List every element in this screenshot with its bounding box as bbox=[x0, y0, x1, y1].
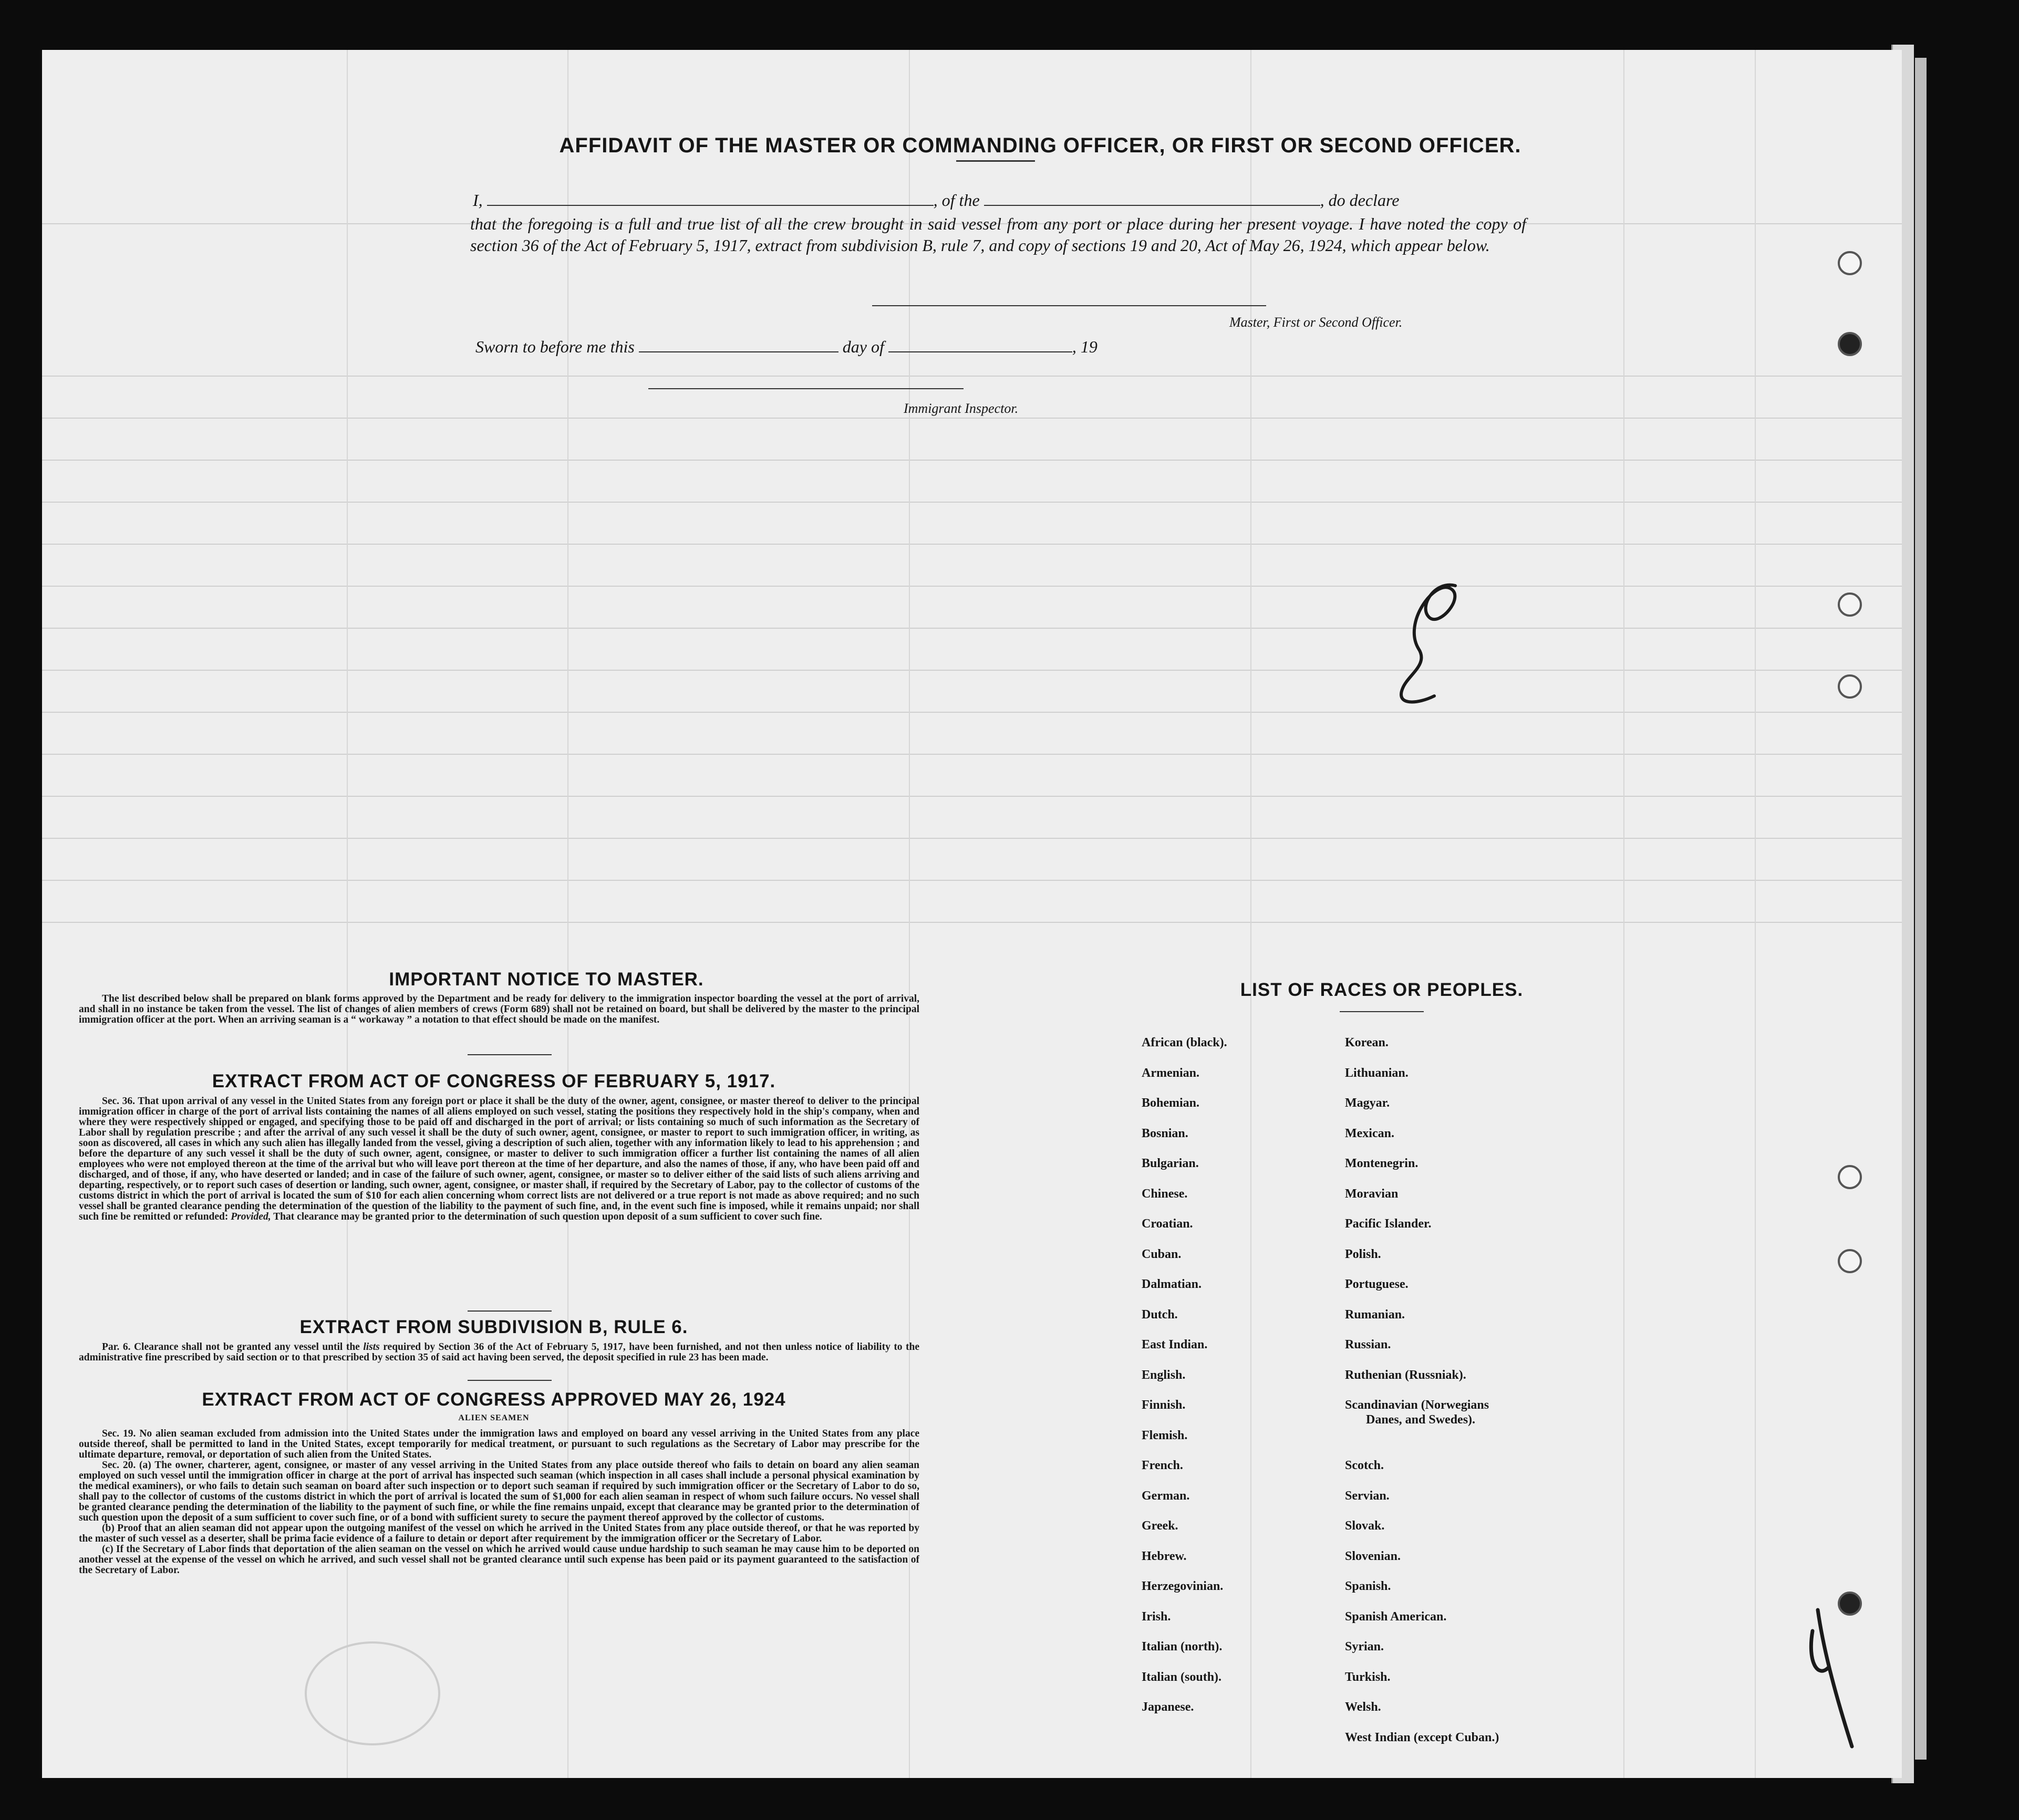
race-item: Chinese. bbox=[1142, 1187, 1188, 1201]
race-item: Pacific Islander. bbox=[1345, 1217, 1432, 1231]
year-prefix: , 19 bbox=[1072, 337, 1097, 356]
sec36-label: Sec. 36. bbox=[102, 1096, 136, 1107]
binder-hole bbox=[1838, 251, 1862, 275]
sec20-label: Sec. 20. bbox=[102, 1460, 136, 1471]
race-item: Montenegrin. bbox=[1345, 1157, 1419, 1170]
inspector-caption: Immigrant Inspector. bbox=[904, 401, 1019, 416]
signature-caption: Master, First or Second Officer. bbox=[1229, 315, 1403, 330]
affidavit-declaration-line bbox=[473, 190, 1529, 211]
race-item: Lithuanian. bbox=[1345, 1066, 1409, 1080]
races-rule bbox=[1340, 1011, 1424, 1012]
notice-to-master-body bbox=[79, 994, 919, 1025]
race-item: Greek. bbox=[1142, 1519, 1178, 1533]
race-item: Bosnian. bbox=[1142, 1126, 1188, 1140]
notice-to-master-heading: IMPORTANT NOTICE TO MASTER. bbox=[389, 969, 704, 990]
binder-hole bbox=[1838, 1592, 1862, 1616]
notice-rule bbox=[468, 1054, 552, 1055]
binder-hole bbox=[1838, 332, 1862, 356]
binder-hole bbox=[1838, 592, 1862, 617]
page-stack-edge-back bbox=[1915, 58, 1927, 1760]
rule6-end: required by Section 36 of the Act of February 5, 1917, have been furnished, and not then unless notice of liability to the administrative fine prescribed by said section or to that prescribed by section 35 of said act having been served, the deposit specified in rule 23 has been made. bbox=[79, 1341, 920, 1363]
race-item: Scandinavian (Norwegians bbox=[1345, 1398, 1489, 1412]
races-right-column bbox=[1345, 1035, 1499, 1760]
sec19-label: Sec. 19. bbox=[102, 1428, 136, 1439]
race-item: Armenian. bbox=[1142, 1066, 1199, 1080]
race-item: Italian (south). bbox=[1142, 1670, 1222, 1684]
race-item: Korean. bbox=[1345, 1036, 1389, 1049]
race-item: Irish. bbox=[1142, 1609, 1171, 1624]
race-item: Hebrew. bbox=[1142, 1549, 1187, 1563]
binder-hole bbox=[1838, 674, 1862, 699]
affidavit-title: AFFIDAVIT OF THE MASTER OR COMMANDING OFFICER, OR FIRST OR SECOND OFFICER. bbox=[559, 134, 1521, 157]
race-item: French. bbox=[1142, 1459, 1183, 1472]
handwritten-slash bbox=[1802, 1599, 1865, 1757]
sec36-end: That clearance may be granted prior to the determination of such question upon deposit of a sum sufficient to cover such fine. bbox=[273, 1211, 822, 1222]
race-item: German. bbox=[1142, 1489, 1190, 1503]
name-blank[interactable] bbox=[487, 205, 934, 206]
race-item: Moravian bbox=[1345, 1187, 1399, 1201]
subdivision-b-rule bbox=[468, 1380, 552, 1381]
race-item: Bohemian. bbox=[1142, 1096, 1200, 1110]
alien-seamen-subheading: ALIEN SEAMEN bbox=[458, 1413, 530, 1422]
do-declare-label: , do declare bbox=[1320, 191, 1400, 210]
notice-paragraph: The list described below shall be prepared on blank forms approved by the Department and be ready for delivery to the immigration inspector boarding the vessel at the port of arrival, and shall in no instance be taken from the vessel. The list of changes of alien members of crews (Form 689) shall not be retained on board, but shall be delivered by the master to the principal immigration officer at the port. When an arriving seaman is a “ workaway ” a notation to that effect should be made on the manifest. bbox=[79, 993, 919, 1025]
sworn-day-blank[interactable] bbox=[639, 351, 838, 352]
sec20a-text: (a) The owner, charterer, agent, consignee, or master of any vessel arriving in the United States from any place outside thereof who fails to detain on board any alien seaman employed on such vessel until the immigration officer in charge at the port of arrival has inspected such seaman (which inspection in all cases shall include a personal physical examination by the medical examiners), or who fails to detain such seaman on board after such inspection or to deport such seaman if required by such immigration officer or the Secretary of Labor to do so, shall pay to the collector of customs of the customs district in which the port of arrival is located the sum of $1,000 for each alien seaman in respect of whom such failure occurs. No vessel shall be granted clearance pending the determination of the liability to the payment of such fine, or while the fine remains unpaid, except that clearance may be granted prior to the determination of such question upon the deposit of a sum sufficient to cover such fine, or of a bond with sufficient surety to secure the payment thereof approved by the collector of customs. bbox=[79, 1460, 920, 1523]
race-item: East Indian. bbox=[1142, 1338, 1208, 1351]
race-item: Mexican. bbox=[1345, 1126, 1394, 1140]
handwritten-mark bbox=[1371, 575, 1492, 733]
subdivision-b-body bbox=[79, 1342, 919, 1363]
race-item: English. bbox=[1142, 1368, 1186, 1382]
race-item: Herzegovinian. bbox=[1142, 1579, 1224, 1593]
master-signature-line[interactable] bbox=[872, 305, 1266, 306]
race-item: Welsh. bbox=[1345, 1700, 1381, 1714]
race-item: Servian. bbox=[1345, 1489, 1390, 1503]
rule6-text: Par. 6. Clearance shall not be granted any vessel until the bbox=[102, 1341, 360, 1353]
extract-1917-body bbox=[79, 1096, 919, 1222]
race-item: Russian. bbox=[1345, 1338, 1391, 1351]
race-item: Croatian. bbox=[1142, 1217, 1193, 1231]
extract-1924-heading: EXTRACT FROM ACT OF CONGRESS APPROVED MAY 26, 1924 bbox=[202, 1389, 786, 1410]
race-item: Finnish. bbox=[1142, 1398, 1186, 1412]
faded-port-stamp bbox=[305, 1641, 440, 1745]
race-item: West Indian (except Cuban.) bbox=[1345, 1730, 1499, 1744]
subdivision-b-heading: EXTRACT FROM SUBDIVISION B, RULE 6. bbox=[299, 1317, 688, 1337]
day-of-label: day of bbox=[842, 337, 884, 356]
affidavit-body: that the foregoing is a full and true list of all the crew brought in said vessel from any port or place during her present voyage. I have noted the copy of section 36 of the Act of February 5, 1917, extract from subdivision B, rule 7, and copy of sections 19 and 20, Act of May 26, 1924, which appear below. bbox=[470, 214, 1526, 255]
race-item: Turkish. bbox=[1345, 1670, 1391, 1684]
binder-hole bbox=[1838, 1165, 1862, 1189]
race-item: Slovak. bbox=[1345, 1519, 1385, 1533]
race-item: Cuban. bbox=[1142, 1247, 1182, 1261]
race-item: Italian (north). bbox=[1142, 1640, 1223, 1653]
provided-word: Provided, bbox=[231, 1211, 271, 1222]
sec19-text: No alien seaman excluded from admission into the United States under the immigration laws and employed on board any vessel arriving in the United States from any place outside thereof, shall be permitted to land in the United States, except temporarily for medical treatment, or pursuant to such regulations as the Secretary of Labor may prescribe for the ultimate departure, removal, or deportation of such alien from the United States. bbox=[79, 1428, 920, 1460]
race-item: Ruthenian (Russniak). bbox=[1345, 1368, 1466, 1382]
sworn-line bbox=[475, 336, 1211, 358]
race-item: Bulgarian. bbox=[1142, 1157, 1199, 1170]
race-item: Flemish. bbox=[1142, 1428, 1188, 1442]
inspector-signature-line[interactable] bbox=[648, 388, 964, 389]
races-title: LIST OF RACES OR PEOPLES. bbox=[1240, 980, 1524, 1000]
sworn-month-blank[interactable] bbox=[888, 351, 1072, 352]
extract-1924-body bbox=[79, 1429, 919, 1576]
of-the-label: , of the bbox=[933, 191, 980, 210]
vessel-blank[interactable] bbox=[984, 205, 1320, 206]
sworn-label: Sworn to before me this bbox=[475, 337, 635, 356]
race-item: Spanish. bbox=[1345, 1579, 1391, 1593]
race-item: African (black). bbox=[1142, 1036, 1227, 1049]
race-item: Magyar. bbox=[1345, 1096, 1390, 1110]
race-item: Syrian. bbox=[1345, 1640, 1384, 1653]
race-item: Japanese. bbox=[1142, 1700, 1194, 1714]
i-label: I, bbox=[473, 191, 483, 210]
extract-1917-rule bbox=[468, 1311, 552, 1312]
binder-hole bbox=[1838, 1249, 1862, 1273]
lists-word: lists bbox=[363, 1341, 380, 1353]
race-item: Rumanian. bbox=[1345, 1307, 1405, 1322]
race-item: Dutch. bbox=[1142, 1307, 1178, 1322]
extract-1917-heading: EXTRACT FROM ACT OF CONGRESS OF FEBRUARY 5, 1917. bbox=[212, 1071, 776, 1091]
title-rule bbox=[956, 160, 1035, 162]
sec20c-text: (c) If the Secretary of Labor finds that deportation of the alien seaman on the vessel on which he arrived would cause undue hardship to such seaman he may cause him to be deported on another vessel at the expense of the vessel on which he arrived, and such vessel shall not be granted clearance until such expense has been paid or its payment guaranteed to the satisfaction of the Secretary of Labor. bbox=[79, 1544, 919, 1576]
race-item: Spanish American. bbox=[1345, 1609, 1447, 1624]
races-left-column bbox=[1142, 1035, 1227, 1730]
race-item: Scotch. bbox=[1345, 1459, 1384, 1472]
race-item-continued: Danes, and Swedes). bbox=[1366, 1413, 1476, 1427]
race-item: Polish. bbox=[1345, 1247, 1381, 1261]
sec20b-text: (b) Proof that an alien seaman did not appear upon the outgoing manifest of the vessel on which he arrived in the United States from any place outside thereof, or that he was reported by the master of such vessel as a deserter, shall be prima facie evidence of a failure to detain or deport after requirement by the immigration officer or the Secretary of Labor. bbox=[79, 1523, 919, 1544]
race-item: Portuguese. bbox=[1345, 1277, 1409, 1291]
manifest-page bbox=[42, 50, 1902, 1778]
race-item: Dalmatian. bbox=[1142, 1277, 1202, 1291]
race-item: Slovenian. bbox=[1345, 1549, 1401, 1563]
sec36-text: That upon arrival of any vessel in the United States from any foreign port or place it shall be the duty of the owner, agent, consignee, or master thereof to deliver to the principal immigration officer in charge of the port of arrival lists containing the names of all aliens employed on such vessel, stating the positions they respectively hold in the ship's company, when and where they were respectively shipped or engaged, and specifying those to be paid off and discharged in the port of arrival; or lists containing so much of such information as the Secretary of Labor shall by regulation prescribe ; and after the arrival of any such vessel it shall be the duty of such owner, agent, consignee, or master to report to such immigration officer, in writing, as soon as discovered, all cases in which any such alien has illegally landed from the vessel, giving a description of such alien, together with any information likely to lead to his apprehension ; and before the departure of any such vessel it shall be the duty of such owner, agent, consignee, or master to deliver to such immigration officer a further list containing the names of all alien employees who were not employed thereon at the time of the arrival but who will leave port thereon at the time of her departure, and also the names of those, if any, who have been paid off and discharged, and of those, if any, who have deserted or landed; and in case of the failure of such owner, agent, consignee, or master so to deliver either of the said lists of such aliens arriving and departing, respectively, or to report such cases of desertion or landing, such owner, agent, consignee, or master shall, if required by the Secretary of Labor, pay to the collector of customs of the customs district in which the port of arrival is located the sum of $10 for each alien concerning whom correct lists are not delivered or a true report is not made as above required; and no such vessel shall be granted clearance pending the determination of the question of the liability to the payment of such fine, and, in the event such fine is imposed, while it remains unpaid; nor shall such fine be remitted or refunded: bbox=[79, 1096, 919, 1222]
